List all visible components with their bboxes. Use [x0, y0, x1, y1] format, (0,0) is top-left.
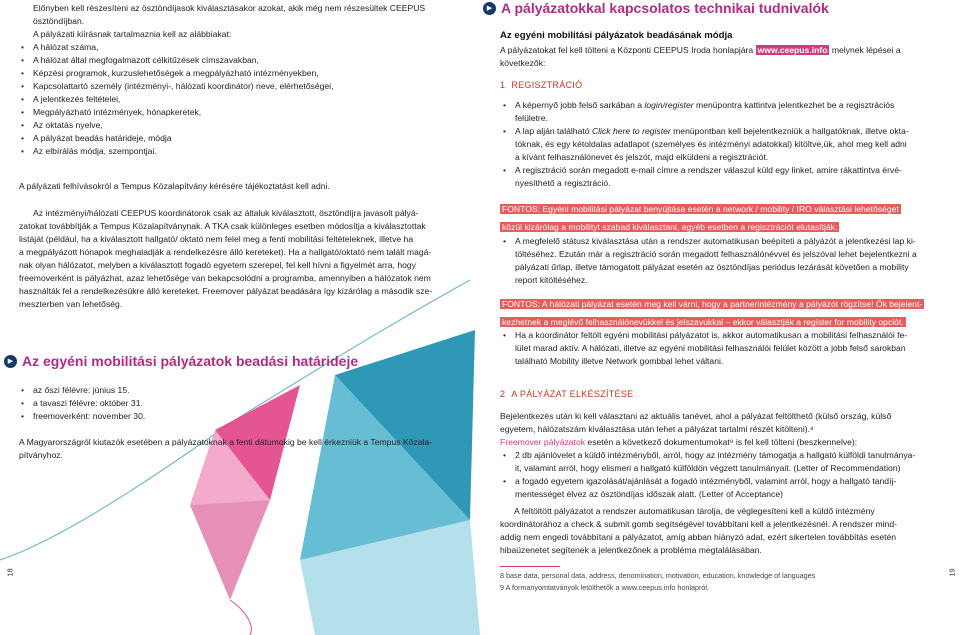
para-line: A Magyarországról kiutazók esetében a pályázatoknak a fenti dátumokig be kell érkezniük a Tempus Közala- [19, 437, 433, 447]
doc-line: mentességet élvez az ösztöndíjas időszak alatt. (Letter of Acceptance) [515, 489, 783, 499]
page-number: 19 [947, 568, 957, 577]
list-item: • A megfelelő státusz kiválasztása után a rendszer automatikusan beépíteti a pályázót a jelentkezési lap ki- töltéséhez. Ezután már a regisztráció során megadott felhasználónévvel és jelszóval lehet bejelentkezni a pályázati űrlap, illetve támogatott pályázat esetén az ösztöndíjas periódus lezárását követően a mobility report kitöltéséhez. [501, 235, 939, 287]
list-item: • az őszi félévre: június 15. [19, 384, 319, 397]
list-item: • Képzési programok, kurzuslehetőségek a megpályázható intézményekben, [19, 67, 463, 80]
doc-line: 2 db ajánlóvelet a küldő intézményből, arról, hogy az intézmény támogatja a hallgató külföldi tanulmánya- [515, 450, 916, 460]
preparation-paragraph [500, 410, 940, 449]
list-item: • Ha a koordinátor feltölt egyéni mobilitási pályázatot is, akkor automatikusan a mobilitási felhasználói fe- lület marad aktív. A hálózati, illetve az egyéni mobilitási felhasználói felület között a jobb felső sarokban található Mobility illetve Network gombbal lehet váltani. [501, 329, 939, 368]
important-note-2 [500, 294, 940, 330]
section-title: REGISZTRÁCIÓ [511, 80, 583, 90]
technical-heading: A pályázatokkal kapcsolatos technikai tudnivalók [501, 0, 829, 16]
requirements-list [19, 41, 463, 158]
note-label: FONTOS: [502, 204, 541, 214]
important-note-1 [500, 199, 940, 235]
note-line: közül kizárólag a mobilityt szabad kiválasztani, egyéb esetben a regisztrációt elutasítják. [502, 222, 838, 232]
list-item: • Az elbírálás módja, szempontjai. [19, 145, 463, 158]
para-line: a megpályázott hónapok meghaladják a rendelkezésre álló kereteket). Ha a hallgató/oktató nem talált magá- [19, 247, 432, 257]
list-item: • A jelentkezés feltételei, [19, 93, 463, 106]
tempus-note: A pályázati felhívásokról a Tempus Közalapítvány kérésére tájékoztatást kell adni. [19, 181, 330, 191]
doc-line: it, valamint arról, hogy elismeri a hallgató külföldön végzett tanulmányait. (Letter of Recommendation) [515, 463, 901, 473]
submission-subheading: Az egyéni mobilitási pályázatok beadásának módja [500, 30, 733, 41]
section-number: 2 [500, 389, 506, 399]
intro-line: ösztöndíjban. [33, 16, 85, 26]
para-line: Bejelentkezés után ki kell választani az aktuális tanévet, ahol a pályázat feltölthető (külső ország, külső [500, 411, 892, 421]
note-line: A hálózati pályázat esetén meg kell várni, hogy a partnerintézmény a pályázót rögzítse! Ők bejelent- [541, 299, 923, 309]
intro-text [33, 2, 463, 158]
list-item: • A pályázat beadás határideje, módja [19, 132, 463, 145]
section-number: 1 [500, 80, 506, 90]
freemover-label: Freemover pályázatok [500, 437, 586, 447]
para-line: A feltöltött pályázatot a rendszer automatikusan tárolja, de véglegesíteni kell a küldő intézmény [514, 506, 875, 516]
list-item: • A képernyő jobb felső sarkában a login/register menüpontra kattintva jelentkezhet be a regisztrációs felületre. [501, 99, 939, 125]
section-preparation [500, 389, 633, 399]
footnotes [500, 570, 930, 594]
deadline-list [19, 384, 319, 423]
note-line: Egyéni mobilitási pályázat benyújtása esetén a network / mobility / IRO választási lehetőséget [542, 204, 899, 214]
para-line: zatokat továbbítják a Tempus Közalapítványnak. A TKA csak különleges esetben módosítja a kiválasztottak [19, 221, 426, 231]
registration-list [501, 99, 939, 190]
doc-line: a fogadó egyetem igazolását/ajánlását a fogadó intézményből, valamint arról, hogy a hallgató tandíj- [515, 476, 897, 486]
right-page [480, 0, 960, 635]
play-circle-icon: ▶ [483, 2, 496, 15]
para-line: egyetem, hálózatszám kiválasztása után lehet a pályázat tartalmi részét kitölteni).⁸ [500, 424, 814, 434]
para-line: addig nem engedi továbbítani a pályázatot, amíg abban hiányzó adat, ezért sikertelen továbbítás esetén [500, 532, 897, 542]
list-item: • Megpályázható intézmények, hónapkeretek, [19, 106, 463, 119]
deadline-heading-row [4, 353, 464, 371]
list-item [501, 449, 939, 475]
submission-intro [500, 44, 940, 70]
technical-heading-row [483, 0, 953, 18]
footnote: 8 base data, personal data, address, denomination, motivation, education, knowledge of languages [500, 571, 816, 580]
documents-list [501, 449, 939, 501]
list-item [501, 475, 939, 501]
para-line: meszterben van lehetőség. [19, 299, 123, 309]
intro-text: A pályázatokat fel kell tölteni a Központi CEEPUS Iroda honlapjára [500, 45, 754, 55]
intro-line: Előnyben kell részesíteni az ösztöndíjasok kiválasztásakor azokat, akik még nem részesültek CEEPUS [33, 3, 426, 13]
note-label: FONTOS: [502, 299, 541, 309]
para-line: hibaüzenetet segítenek a jelentkezőnek a probléma megtalálásában. [500, 545, 762, 555]
para-line: koordinátorához a check & submit gomb segítségével továbbítani kell a jelentkezésnél. A rendszer mind- [500, 519, 897, 529]
list-item: • A hálózat száma, [19, 41, 463, 54]
intro-text: melynek lépései a [831, 45, 901, 55]
list-item: • freemoverként: november 30. [19, 410, 319, 423]
intro-line: A pályázati kiírásnak tartalmaznia kell az alábbiakat: [33, 29, 232, 39]
deadline-heading: Az egyéni mobilitási pályázatok beadási határideje [22, 353, 359, 369]
para-line: használták fel a rendelkezésükre álló kereteket. Freemover pályázat beadására így kizárólag a második sze- [19, 286, 433, 296]
closing-paragraph [19, 436, 464, 462]
freemover-line: Freemover pályázatok esetén a következő dokumentumokat⁹ is fel kell tölteni (beszkennelve): [500, 437, 858, 447]
list-item: • a tavaszi félévre: október 31. [19, 397, 319, 410]
page-number: 18 [5, 568, 15, 577]
note-line: kezhetnek a meglévő felhasználónevükkel és jelszavukkal – ekkor választják a register for mobility opciót. [502, 317, 904, 327]
list-item: • A regisztráció során megadott e-mail címre a rendszer válaszul küld egy linket, amire rákattintva érvé- nyesíthető a regisztráció. [501, 164, 939, 190]
coordinator-paragraph [19, 207, 464, 311]
list-item: • Az oktatás nyelve, [19, 119, 463, 132]
coordinator-list [501, 329, 939, 368]
final-paragraph [500, 505, 940, 557]
para-line: pítványhoz. [19, 450, 63, 460]
list-item: • Kapcsolattartó személy (intézményi-, hálózati koordinátor) neve, elérhetőségei, [19, 80, 463, 93]
play-circle-icon: ▶ [4, 355, 17, 368]
section-registration [500, 80, 582, 90]
approval-list [501, 235, 939, 287]
list-item: • A hálózat által megfogalmazott célkitűzések címszavakban, [19, 54, 463, 67]
intro-text: következők: [500, 58, 546, 68]
footnote: 9 A formanyomtatványok letölthetők a www.ceepus.info honlapról. [500, 583, 709, 592]
para-line: listáját (például, ha a kiválasztott hallgató/ oktató nem felel meg a fenti mobilitási feltételeknek, illetve ha [19, 234, 414, 244]
ceepus-link[interactable]: www.ceepus.info [757, 45, 828, 55]
list-item: • A lap alján található Click here to register menüpontban kell bejelentkezniük a hallgatóknak, illetve okta- tóknak, és egy kétoldalas adatlapot (személyes és intézményi adatokkal) kitöltve,ük, ahol meg kell adni a kívánt felhasználónevet és jelszót, majd elküldeni a regisztrációt. [501, 125, 939, 164]
para-line: nak olyan hálózatot, melyben a kiválasztott fogadó egyetem szerepel, fel kell hívni a figyelmét arra, hogy [19, 260, 416, 270]
para-line: freemoverként is pályázhat, azaz lehetősége van bekapcsolódni a programba, amennyiben a hálózatok nem [19, 273, 431, 283]
para-line: Az intézményi/hálózati CEEPUS koordinátorok csak az általuk kiválasztott, ösztöndíjra javasolt pályá- [33, 208, 419, 218]
section-title: A PÁLYÁZAT ELKÉSZÍTÉSE [511, 389, 634, 399]
footnote-divider [500, 566, 560, 567]
